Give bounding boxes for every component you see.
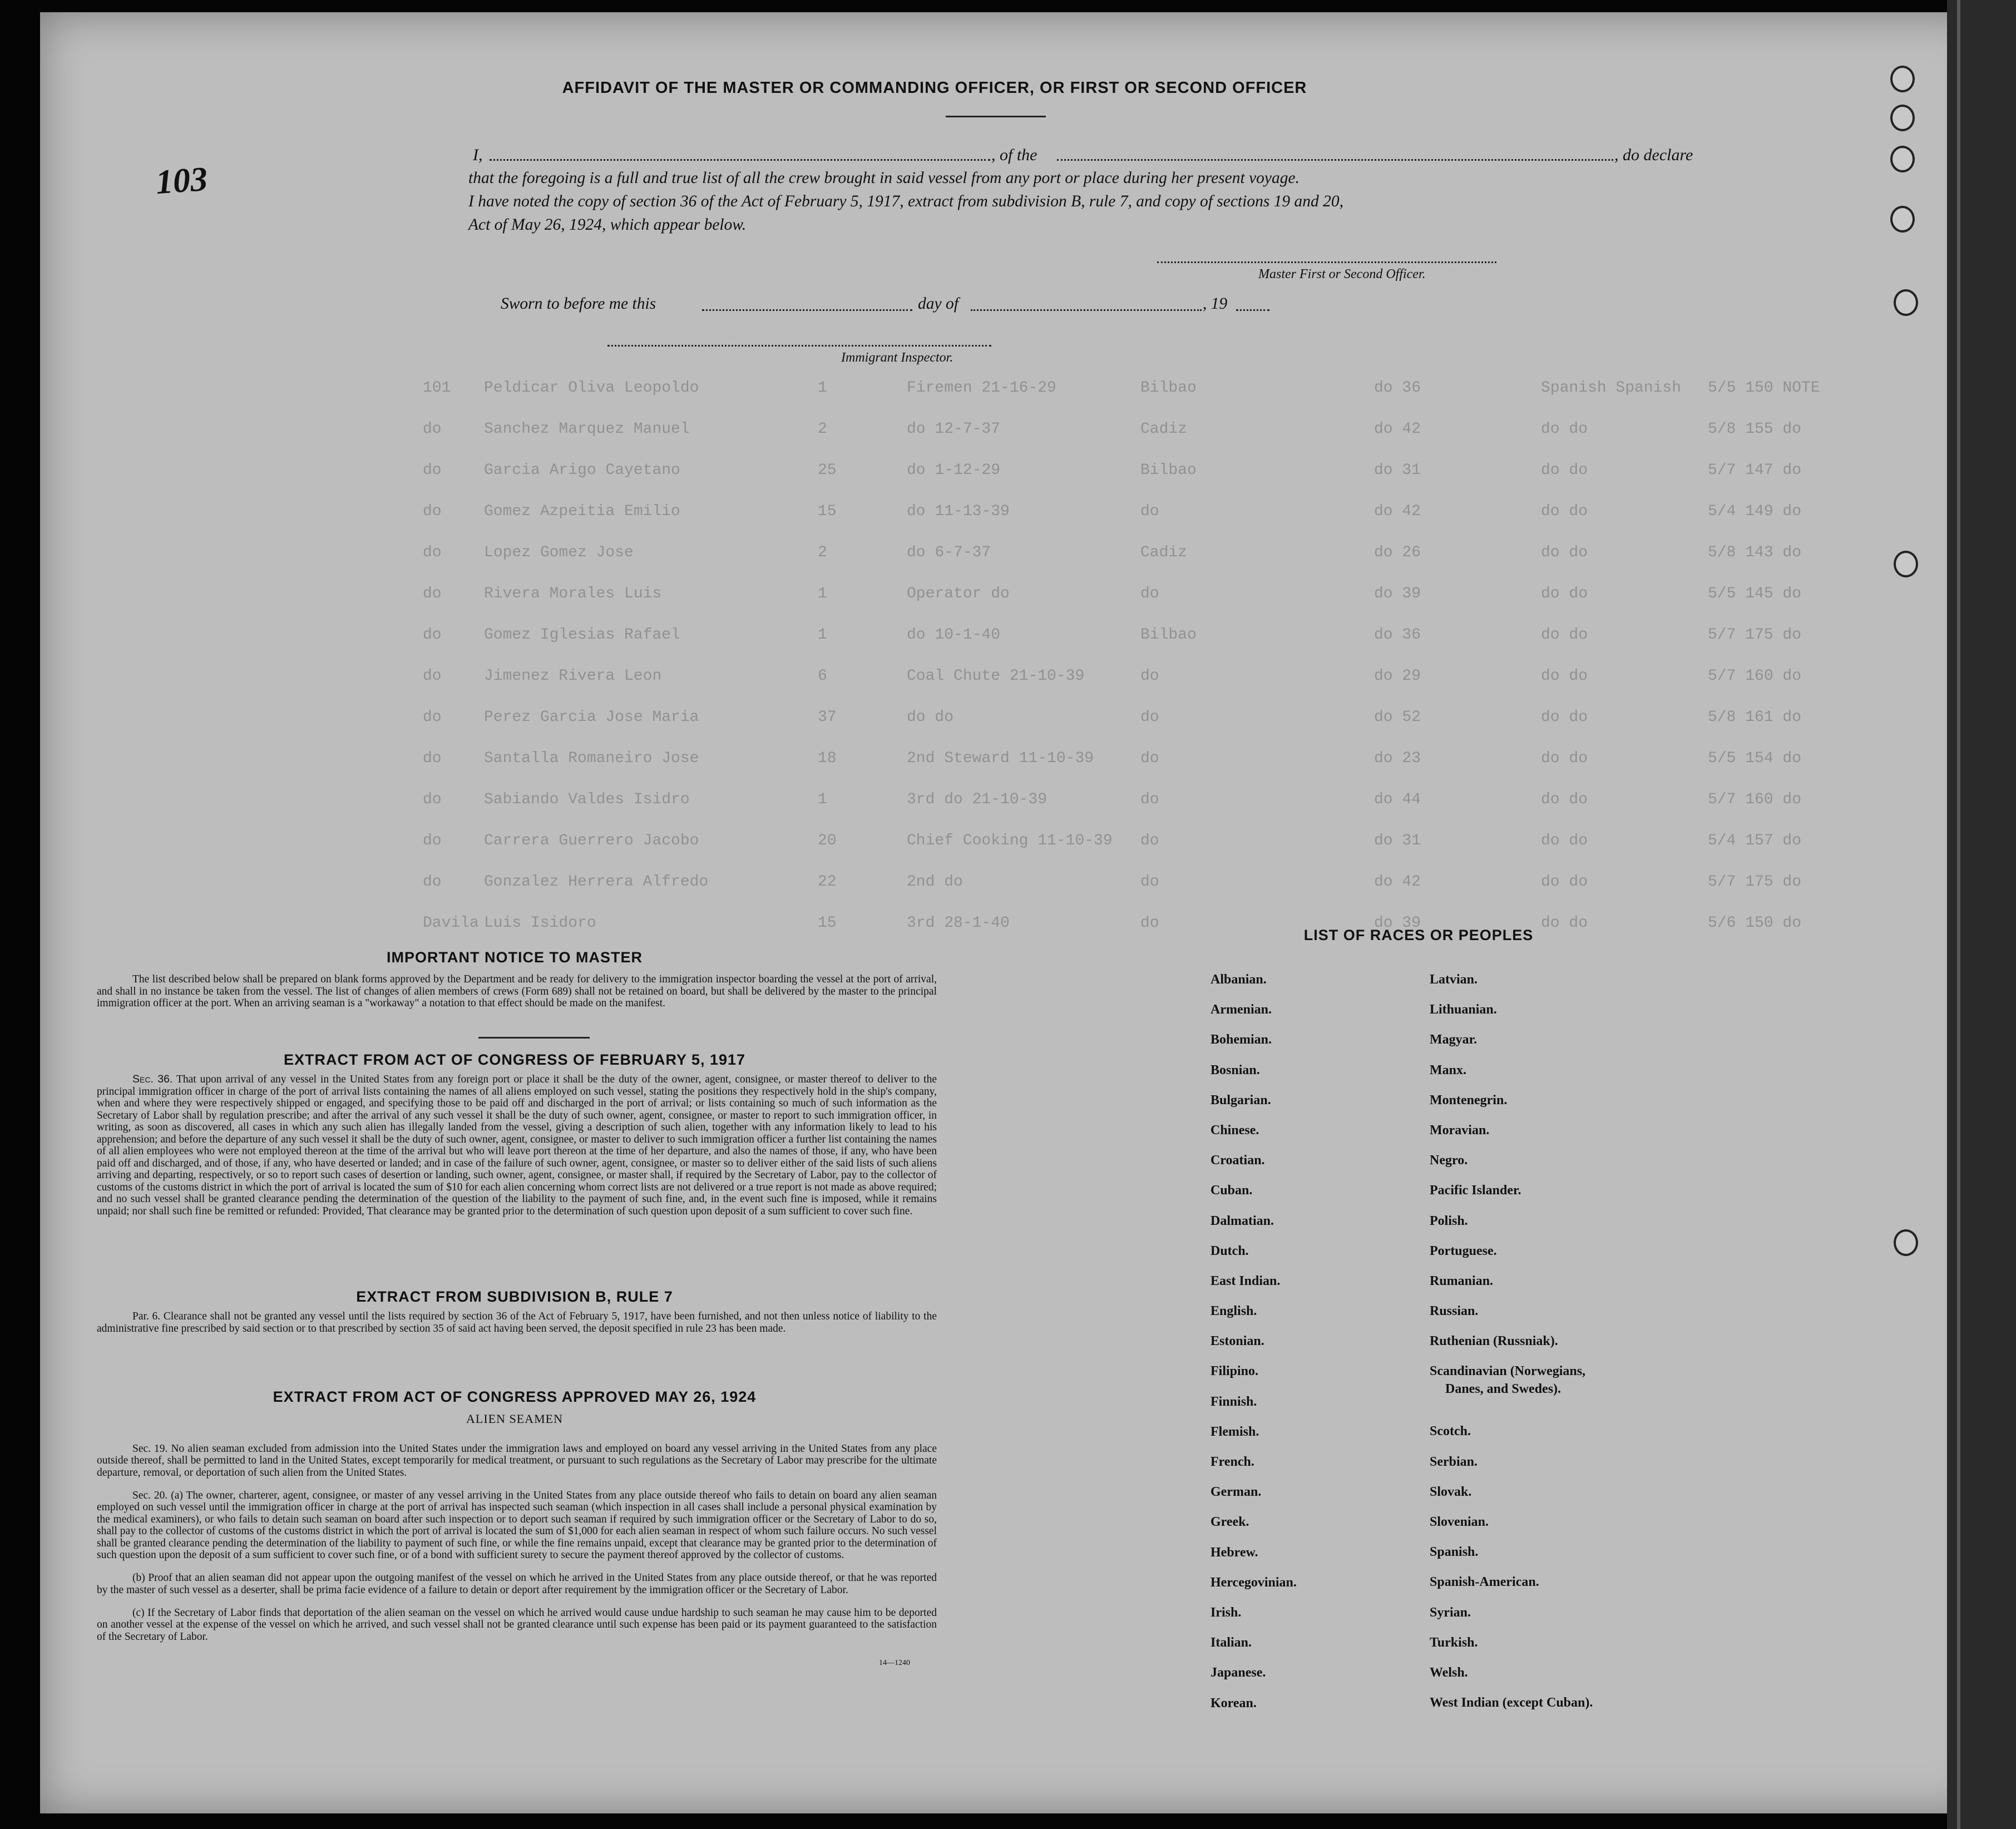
ghost-cell: 5/5 154 do [1708,749,1802,767]
race-item: Irish. [1210,1605,1242,1620]
ghost-cell: do 42 [1374,502,1421,520]
race-item: Moravian. [1430,1123,1490,1138]
ghost-cell: Chief Cooking 11-10-39 [907,832,1113,849]
ghost-cell: Cadiz [1140,420,1188,438]
ghost-row [423,449,1880,491]
ghost-cell: do [423,708,442,726]
ghost-row [423,367,1880,408]
ghost-cell: do [423,502,442,520]
sworn-prefix: Sworn to before me this [501,295,656,313]
ghost-cell: Gonzalez Herrera Alfredo [484,873,709,891]
ghost-cell: do 31 [1374,461,1421,479]
ghost-cell: 2 [818,420,827,438]
race-item: Finnish. [1210,1394,1257,1409]
ghost-cell: do do [907,708,954,726]
ghost-cell: Sanchez Marquez Manuel [484,420,690,438]
race-item: East Indian. [1210,1273,1281,1288]
signature-label: Master First or Second Officer. [1258,267,1426,281]
ghost-cell: Gomez Iglesias Rafael [484,626,680,644]
ghost-cell: Bilbao [1140,379,1197,397]
inspector-label: Immigrant Inspector. [841,350,953,365]
ghost-cell: do 26 [1374,543,1421,561]
ghost-row [423,779,1880,820]
ghost-row [423,408,1880,449]
ghost-cell: Carrera Guerrero Jacobo [484,832,699,849]
ghost-cell: 1 [818,585,827,602]
ghost-cell: Peldicar Oliva Leopoldo [484,379,699,397]
ghost-cell: 3rd 28-1-40 [907,914,1010,932]
ghost-cell: 15 [818,502,837,520]
ghost-cell: Sabiando Valdes Isidro [484,790,690,808]
ghost-cell: do [1140,832,1159,849]
ghost-cell: 5/7 175 do [1708,626,1802,644]
race-item: Spanish. [1430,1545,1479,1560]
ghost-cell: do do [1541,708,1588,726]
notice-heading: IMPORTANT NOTICE TO MASTER [387,949,643,966]
ghost-cell: do [1140,914,1159,932]
ghost-cell: do 29 [1374,667,1421,685]
ghost-cell: 5/4 149 do [1708,502,1802,520]
race-item: Portuguese. [1430,1243,1497,1258]
sec19-text: Sec. 19. No alien seaman excluded from admission into the United States under the immigration laws and employed on board any vessel arriving in the United States from any place outside thereof, shall be permitted to land in the United States, except temporarily for medical treatment, or pursuant to such regulations as the Secretary of Labor may prescribe for the ultimate departure, removal, or deportation of such alien from the United States. [97,1442,937,1479]
ghost-cell: 25 [818,461,837,479]
ghost-cell: 2nd Steward 11-10-39 [907,749,1094,767]
affidavit-line2: that the foregoing is a full and true list of all the crew brought in said vessel from any port or place during her present voyage. [468,169,1299,187]
ghost-row [423,614,1880,655]
punch-hole [1894,289,1918,316]
rule7-heading: EXTRACT FROM SUBDIVISION B, RULE 7 [356,1288,673,1305]
race-item: Cuban. [1210,1183,1253,1198]
ghost-cell: 5/5 145 do [1708,585,1802,602]
race-item: Latvian. [1430,972,1478,987]
race-item: Dutch. [1210,1243,1249,1258]
affidavit-i: I, [473,146,483,164]
notice-body: The list described below shall be prepared on blank forms approved by the Department and be ready for delivery to the immigration inspector boarding the vessel at the port of arrival, and shall in no instance be taken from the vessel. The list of changes of alien members of crews (Form 689) shall not be retained on board, but shall be delivered by the master to the principal immigration officer at the port. When an arriving seaman is a "workaway" a notation to that effect should be made on the manifest. [97,973,937,1009]
ghost-cell: do do [1541,502,1588,520]
affidavit-title: AFFIDAVIT OF THE MASTER OR COMMANDING OFFICER, OR FIRST OR SECOND OFFICER [562,79,1307,97]
affidavit-do-declare: , do declare [1614,146,1693,164]
ghost-cell: 18 [818,749,837,767]
extract-1924-body [97,1432,937,1654]
ghost-cell: do 12-7-37 [907,420,1001,438]
race-item: Albanian. [1210,972,1267,987]
ghost-cell: 1 [818,379,827,397]
sworn-day-of: day of [918,295,958,313]
ghost-cell: 5/4 157 do [1708,832,1802,849]
alien-seamen-subheading: ALIEN SEAMEN [466,1412,563,1426]
ghost-cell: do do [1541,790,1588,808]
ghost-cell: do do [1541,749,1588,767]
ghost-row [423,861,1880,902]
ghost-cell: do 36 [1374,379,1421,397]
ghost-cell: do [423,461,442,479]
race-item: Magyar. [1430,1032,1478,1047]
races-left-column [1210,972,1297,1726]
race-item: Serbian. [1430,1454,1478,1469]
affidavit-of-the: , of the [991,146,1037,164]
affidavit-line4: Act of May 26, 1924, which appear below. [468,216,747,234]
race-item: Russian. [1430,1304,1479,1319]
ghost-cell: do do [1541,667,1588,685]
punch-hole [1890,146,1915,172]
ghost-cell: Operator do [907,585,1010,602]
ghost-cell: do [423,749,442,767]
ghost-cell: Firemen 21-16-29 [907,379,1056,397]
margin-note: 103 [154,160,209,202]
ghost-cell: do [423,873,442,891]
race-item: Lithuanian. [1430,1002,1497,1017]
ghost-row [423,820,1880,861]
ghost-cell: Coal Chute 21-10-39 [907,667,1085,685]
race-item: Welsh. [1430,1665,1468,1680]
binding-strip [1947,0,2016,1829]
ghost-cell: 37 [818,708,837,726]
race-item: Hebrew. [1210,1545,1258,1560]
ghost-cell: do do [1541,543,1588,561]
race-item: German. [1210,1485,1262,1500]
ghost-cell: do do [1541,461,1588,479]
ghost-cell: do do [1541,585,1588,602]
ghost-cell: 22 [818,873,837,891]
ghost-cell: do [1140,749,1159,767]
ghost-cell: 6 [818,667,827,685]
ghost-cell: do 31 [1374,832,1421,849]
ghost-cell: 5/7 160 do [1708,790,1802,808]
race-item: Chinese. [1210,1123,1259,1138]
ghost-cell: do do [1541,626,1588,644]
races-right-column [1430,972,1593,1726]
race-item: West Indian (except Cuban). [1430,1695,1593,1711]
race-item: Manx. [1430,1062,1466,1077]
ghost-cell: Garcia Arigo Cayetano [484,461,680,479]
ghost-cell: do [423,790,442,808]
ghost-cell: do [423,832,442,849]
sec20a-text: Sec. 20. (a) The owner, charterer, agent, consignee, or master of any vessel arriving in the United States from any place outside thereof who fails to detain on board any alien seaman employed on such vessel until the immigration officer in charge at the port of arrival has inspected such seaman (which inspection in all cases shall include a personal physical examination by the medical examiners), or who fails to detain such seaman on board after such inspection or to deport such seaman if required by such immigration officer or the Secretary of Labor to do so, shall pay to the collector of customs of the customs district in which the port of arrival is located the sum of $1,000 for each alien seaman in respect of whom such failure occurs. No such vessel shall be granted clearance pending the determination of the liability to payment of such fine, or while the fine remains unpaid, except that clearance may be granted prior to the determination of such question upon the deposit of a sum sufficient to cover such fine, or of a bond with sufficient surety to secure the payment thereof approved by the collector of customs. [97,1489,937,1561]
ghost-cell: do [1140,667,1159,685]
ghost-cell: do do [1541,420,1588,438]
ghost-cell: Jimenez Rivera Leon [484,667,662,685]
race-item: Slovenian. [1430,1515,1489,1529]
ghost-row [423,532,1880,573]
form-number: 14—1240 [879,1659,910,1667]
sec20c-text: (c) If the Secretary of Labor finds that deportation of the alien seaman on the vessel on which he arrived would cause undue hardship to such seaman he may cause him to be deported on another vessel at the expense of the vessel on which he arrived, and such vessel shall not be granted clearance until such expense has been paid or its payment guaranteed to the satisfaction of the Secretary of Labor. [97,1606,937,1643]
ghost-cell: Perez Garcia Jose Maria [484,708,699,726]
ghost-cell: Cadiz [1140,543,1188,561]
ghost-cell: 5/6 150 do [1708,914,1802,932]
race-item: Filipino. [1210,1364,1259,1379]
race-item: Hercegovinian. [1210,1575,1297,1590]
punch-hole [1890,105,1915,131]
ghost-cell: do [1140,790,1159,808]
race-item: Bohemian. [1210,1032,1272,1047]
ghost-cell: Santalla Romaneiro Jose [484,749,699,767]
ghost-cell: do 39 [1374,914,1421,932]
race-item: English. [1210,1304,1257,1319]
race-item: Montenegrin. [1430,1093,1508,1108]
ghost-row [423,491,1880,532]
ghost-cell: Spanish Spanish [1541,379,1682,397]
race-item: Slovak. [1430,1484,1472,1499]
sworn-year: , 19 [1203,295,1228,313]
extract-1917-heading: EXTRACT FROM ACT OF CONGRESS OF FEBRUARY 5, 1917 [283,1051,746,1068]
race-item: Estonian. [1210,1334,1264,1349]
ghost-cell: do 36 [1374,626,1421,644]
ghost-cell: Bilbao [1140,461,1197,479]
ghost-cell: 5/8 143 do [1708,543,1802,561]
ghost-cell: do [1140,873,1159,891]
ghost-cell: do [1140,708,1159,726]
race-item: Greek. [1210,1515,1249,1530]
race-item: Rumanian. [1430,1273,1494,1288]
rule7-body: Par. 6. Clearance shall not be granted any vessel until the lists required by section 36 of the Act of February 5, 1917, have been furnished, and not then unless notice of liability to the administrative fine prescribed by said section or to that prescribed by section 35 of said act having been served, the deposit specified in rule 23 has been made. [97,1311,937,1334]
ghost-cell: 5/8 161 do [1708,708,1802,726]
ghost-row [423,573,1880,614]
race-item: Turkish. [1430,1635,1478,1650]
race-item: Negro. [1430,1153,1468,1168]
ghost-cell: do 39 [1374,585,1421,602]
ghost-cell: do 11-13-39 [907,502,1010,520]
ghost-cell: do 42 [1374,873,1421,891]
ghost-cell: Rivera Morales Luis [484,585,662,602]
ghost-cell: do 44 [1374,790,1421,808]
ghost-cell: Bilbao [1140,626,1197,644]
ghost-cell: do [423,667,442,685]
race-item: Italian. [1210,1635,1252,1650]
ghost-cell: do [423,543,442,561]
ghost-cell: do [1140,585,1159,602]
race-item: French. [1210,1455,1254,1469]
race-item: Danes, and Swedes). [1445,1382,1562,1397]
faded-crew-manifest [423,367,1880,943]
extract-1917-body: Sec. 36. That upon arrival of any vessel in the United States from any foreign port or place it shall be the duty of the owner, agent, consignee, or master thereof to deliver to the principal immigration officer in charge of the port of arrival lists containing the names of all aliens employed on such vessel, stating the positions they respectively hold in the ship's company, when and where they were respectively shipped or engaged, and specifying those to be paid off and discharged in the port of arrival; or lists containing so much of such information as the Secretary of Labor shall by regulation prescribe; and after the arrival of any such vessel it shall be the duty of such owner, agent, consignee, or master to report to such immigration officer, in writing, as soon as discovered, all cases in which any such alien has illegally landed from the vessel, giving a description of such alien, together with any information likely to lead to his apprehension; and before the departure of any such vessel it shall be the duty of such owner, agent, consignee, or master to deliver to such immigration officer a further list containing the names of all alien employees who were not employed thereon at the time of the arrival but who will leave port thereon at the time of her departure, and also the names of those, if any, who have been paid off and discharged, and of those, if any, who have deserted or landed; and in case of the failure of such owner, agent, consignee, or master so to deliver either of the said lists of such aliens arriving and departing, respectively, or so to report such cases of desertion or landing, such owner, agent, consignee, or master shall, if required by the Secretary of Labor, pay to the collector of customs of the customs district in which the port of arrival is located the sum of $10 for each alien concerning whom correct lists are not delivered or a true report is not made as above required; and no such vessel shall be granted clearance pending the determination of the question of the liability to the payment of such fine, and, in the event such fine is imposed, while it remains unpaid; nor shall such fine be remitted or refunded: Provided, That clearance may be granted prior to the determination of such question upon deposit of a sum sufficient to cover such fine. [97,1073,937,1217]
race-item: Ruthenian (Russniak). [1430,1334,1558,1349]
race-item: Flemish. [1210,1424,1259,1439]
ghost-cell: Lopez Gomez Jose [484,543,634,561]
sec20b-text: (b) Proof that an alien seaman did not appear upon the outgoing manifest of the vessel on which he arrived in the United States from any place outside thereof, or that he was reported by the master of such vessel as a deserter, shall be prima facie evidence of a failure to detain or deport after requirement by the immigration officer or the Secretary of Labor. [97,1572,937,1596]
ghost-cell: do 23 [1374,749,1421,767]
ghost-cell: do do [1541,914,1588,932]
ghost-cell: 3rd do 21-10-39 [907,790,1047,808]
race-item: Korean. [1210,1695,1257,1711]
race-item: Japanese. [1210,1665,1266,1680]
ghost-cell: 1 [818,790,827,808]
race-item: Bulgarian. [1210,1093,1271,1108]
race-item: Scotch. [1430,1424,1471,1439]
punch-hole [1894,551,1918,577]
ghost-cell: 101 [423,379,451,397]
ghost-cell: do 10-1-40 [907,626,1001,644]
ghost-cell: Gomez Azpeitia Emilio [484,502,680,520]
affidavit-line3: I have noted the copy of section 36 of the Act of February 5, 1917, extract from subdivision B, rule 7, and copy of sections 19 and 20, [468,192,1344,210]
ghost-cell: Davila [423,914,479,932]
ghost-cell: do [423,420,442,438]
ghost-cell: 5/5 150 NOTE [1708,379,1820,397]
ghost-row [423,655,1880,696]
ghost-cell: 20 [818,832,837,849]
races-heading: LIST OF RACES OR PEOPLES [1303,927,1534,943]
ghost-cell: 5/7 160 do [1708,667,1802,685]
race-item: Dalmatian. [1210,1213,1274,1228]
ghost-cell: do [423,585,442,602]
ghost-cell: do 52 [1374,708,1421,726]
ghost-row [423,738,1880,779]
ghost-row [423,902,1880,943]
punch-hole [1894,1229,1918,1256]
race-item: Spanish-American. [1430,1575,1539,1590]
ghost-cell: 5/7 175 do [1708,873,1802,891]
race-item: Polish. [1430,1213,1468,1228]
ghost-cell: 5/8 155 do [1708,420,1802,438]
race-item: Scandinavian (Norwegians, [1430,1364,1586,1379]
race-item: Syrian. [1430,1605,1471,1620]
ghost-cell: do do [1541,873,1588,891]
race-item: Bosnian. [1210,1062,1260,1077]
ghost-cell: 15 [818,914,837,932]
punch-hole [1890,66,1915,92]
race-item: Pacific Islander. [1430,1183,1521,1198]
ghost-cell: 5/7 147 do [1708,461,1802,479]
ghost-cell: 1 [818,626,827,644]
punch-hole [1890,206,1915,233]
ghost-cell: do 42 [1374,420,1421,438]
ghost-cell: do [423,626,442,644]
ghost-cell: 2 [818,543,827,561]
races-list [1210,972,1767,1740]
race-item: Armenian. [1210,1002,1272,1017]
extract-1924-heading: EXTRACT FROM ACT OF CONGRESS APPROVED MAY 26, 1924 [273,1388,757,1405]
ghost-cell: do 6-7-37 [907,543,991,561]
ghost-cell: do do [1541,832,1588,849]
ghost-cell: do 1-12-29 [907,461,1001,479]
ghost-row [423,696,1880,738]
race-item: Croatian. [1210,1153,1265,1168]
ghost-cell: Luis Isidoro [484,914,596,932]
ghost-cell: 2nd do [907,873,963,891]
ghost-cell: do [1140,502,1159,520]
